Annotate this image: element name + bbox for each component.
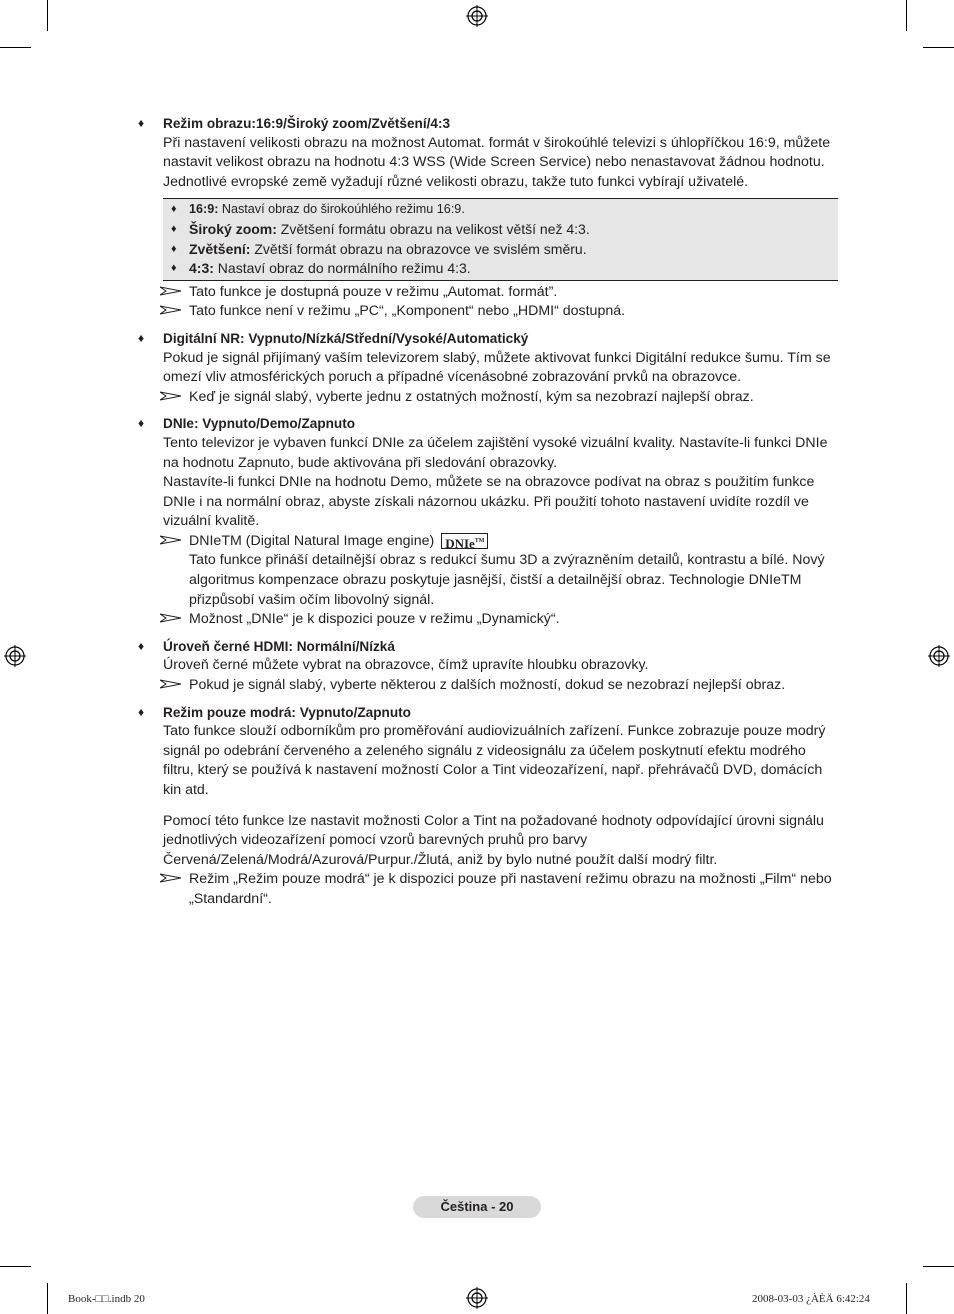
registration-mark-icon	[4, 645, 26, 667]
print-slug-right: 2008-03-03 ¿ÀÈÄ 6:42:24	[752, 1293, 870, 1305]
section-paragraph: Při nastavení velikosti obrazu na možnost Automat. formát v širokoúhlé televizi s úhlopříčkou 16:9, můžete nastavit velikost obrazu na hodnotu 4:3 WSS (Wide Screen Service) nebo nenastavovat žádnou hodnotu. Jednotlivé evropské země vyžadují různé velikosti obrazu, takže tuto funkci vybírají uživatelé.	[163, 134, 831, 190]
note	[163, 283, 838, 303]
note-arrow-icon	[160, 286, 182, 296]
section-paragraph: Tento televizor je vybaven funkcí DNIe za účelem zajištění vysoké vizuální kvality. Nastavíte-li funkci DNIe na hodnotu Zapnuto, bude aktivována při sledování obrazovky.	[163, 434, 828, 471]
note-body: Tato funkce přináší detailnější obraz s redukcí šumu 3D a zvýrazněním detailů, kontrastu a bílé. Nový algoritmus kompenzace obrazu poskytuje jasnější, čistší a detailnější obraz. Technologie DNIeTM přizpůsobí vašim očím libovolný signál.	[189, 552, 825, 608]
diamond-bullet-icon: ♦	[171, 242, 177, 255]
option-item	[171, 259, 838, 279]
section-digital-nr	[138, 329, 838, 407]
crop-mark	[0, 1266, 31, 1267]
note	[163, 870, 838, 909]
crop-mark	[923, 47, 954, 48]
page-content	[138, 114, 838, 917]
note-text: Keď je signál slabý, vyberte jednu z ostatných možností, kým sa nezobrazí najlepší obraz.	[189, 388, 754, 405]
option-label: 4:3:	[189, 260, 214, 277]
note	[163, 532, 838, 610]
registration-mark-icon	[466, 5, 488, 27]
dnie-logo	[441, 533, 488, 549]
diamond-bullet-icon: ♦	[138, 638, 145, 653]
crop-mark	[0, 47, 31, 48]
note-text: Režim „Režim pouze modrá“ je k dispozici pouze při nastavení režimu obrazu na možnosti „Film“ nebo „Standardní“.	[189, 871, 832, 907]
dnie-logo-tm: TM	[474, 537, 485, 544]
option-text: Nastaví obraz do širokoúhlého režimu 16:9.	[218, 202, 465, 217]
registration-mark-icon	[466, 1287, 488, 1309]
option-text: Zvětší formát obrazu na obrazovce ve svislém směru.	[250, 240, 587, 257]
option-item	[171, 200, 838, 220]
diamond-bullet-icon: ♦	[171, 203, 177, 216]
crop-mark	[47, 0, 48, 31]
section-heading: Úroveň černé HDMI: Normální/Nízká	[163, 638, 395, 654]
option-item	[171, 240, 838, 260]
note-text: Možnost „DNIe“ je k dispozici pouze v režimu „Dynamický“.	[189, 611, 560, 628]
note-arrow-icon	[160, 305, 182, 315]
section-paragraph: Pomocí této funkce lze nastavit možnosti Color a Tint na požadované hodnoty odpovídající úrovni signálu jednotlivých videozařízení pomocí vzorů barevných pruhů pro barvy Červená/Zelená/Modrá/Azurová/Purpur./Žlutá, aniž by bylo nutné použít další modrý filtr.	[163, 812, 824, 868]
section-heading: Digitální NR: Vypnuto/Nízká/Střední/Vysoké/Automatický	[163, 330, 529, 346]
note	[163, 676, 838, 696]
registration-mark-icon	[928, 645, 950, 667]
section-paragraph: Tato funkce slouží odborníkům pro proměřování audiovizuálních zařízení. Funkce zobrazuje pouze modrý signál po odebrání červeného a zeleného signálu z videosignálu za účelem poskytnutí efektu modrého filtru, který se používá k nastavení možností Color a Tint videozařízení, např. přehrávačů DVD, domácích kin atd.	[163, 723, 826, 798]
option-text: Nastaví obraz do normálního režimu 4:3.	[213, 260, 471, 277]
diamond-bullet-icon: ♦	[138, 704, 145, 719]
diamond-bullet-icon: ♦	[171, 222, 177, 235]
note	[163, 388, 838, 408]
note-text: Pokud je signál slabý, vyberte některou z dalších možností, dokud se nezobrazí nejlepší obraz.	[189, 677, 786, 694]
section-paragraph: Nastavíte-li funkci DNIe na hodnotu Demo, můžete se na obrazovce podívat na obraz s použitím funkce DNIe i na normální obraz, abyste získali názornou ukázku. Při použití tohoto nastavení uvidíte rozdíl ve vizuální kvalitě.	[163, 474, 815, 530]
option-text: Zvětšení formátu obrazu na velikost větší než 4:3.	[276, 220, 590, 237]
note	[163, 610, 838, 630]
note	[163, 302, 838, 322]
note-arrow-icon	[160, 873, 182, 883]
diamond-bullet-icon: ♦	[138, 330, 145, 345]
section-dnie	[138, 414, 838, 630]
section-paragraph: Úroveň černé můžete vybrat na obrazovce, čímž upravíte hloubku obrazovky.	[163, 657, 649, 674]
note-arrow-icon	[160, 613, 182, 623]
section-heading: Režim obrazu:16:9/Široký zoom/Zvětšení/4:3	[163, 116, 451, 131]
options-box	[163, 198, 838, 280]
paragraph-gap	[163, 801, 838, 812]
dnie-logo-text: DNIe	[445, 535, 475, 551]
page-number-badge: Čeština - 20	[413, 1196, 541, 1218]
diamond-bullet-icon: ♦	[171, 262, 177, 275]
section-picture-size	[138, 114, 838, 322]
crop-mark	[47, 1283, 48, 1314]
option-label: Zvětšení:	[189, 240, 251, 257]
note-title: DNIeTM (Digital Natural Image engine)	[189, 532, 435, 549]
section-hdmi-black-level	[138, 637, 838, 696]
print-slug-left: Book-□□.indb 20	[68, 1293, 145, 1305]
option-item	[171, 220, 838, 240]
note-arrow-icon	[160, 535, 182, 545]
option-label: 16:9:	[189, 202, 219, 217]
note-text: Tato funkce není v režimu „PC“, „Komponent“ nebo „HDMI“ dostupná.	[189, 303, 626, 320]
crop-mark	[906, 0, 907, 31]
diamond-bullet-icon: ♦	[138, 416, 145, 431]
option-label: Široký zoom:	[189, 220, 277, 237]
section-paragraph: Pokud je signál přijímaný vaším televizorem slabý, můžete aktivovat funkci Digitální redukce šumu. Tím se omezí vliv atmosférických poruch a případné vícenásobné zobrazování prvků na obrazovce.	[163, 349, 831, 386]
note-text: Tato funkce je dostupná pouze v režimu „Automat. formát”.	[189, 283, 558, 300]
section-blue-only-mode	[138, 703, 838, 910]
note-arrow-icon	[160, 679, 182, 689]
diamond-bullet-icon: ♦	[138, 116, 145, 130]
section-heading: DNIe: Vypnuto/Demo/Zapnuto	[163, 416, 356, 432]
crop-mark	[923, 1266, 954, 1267]
crop-mark	[906, 1283, 907, 1314]
section-heading: Režim pouze modrá: Vypnuto/Zapnuto	[163, 704, 411, 720]
note-arrow-icon	[160, 391, 182, 401]
